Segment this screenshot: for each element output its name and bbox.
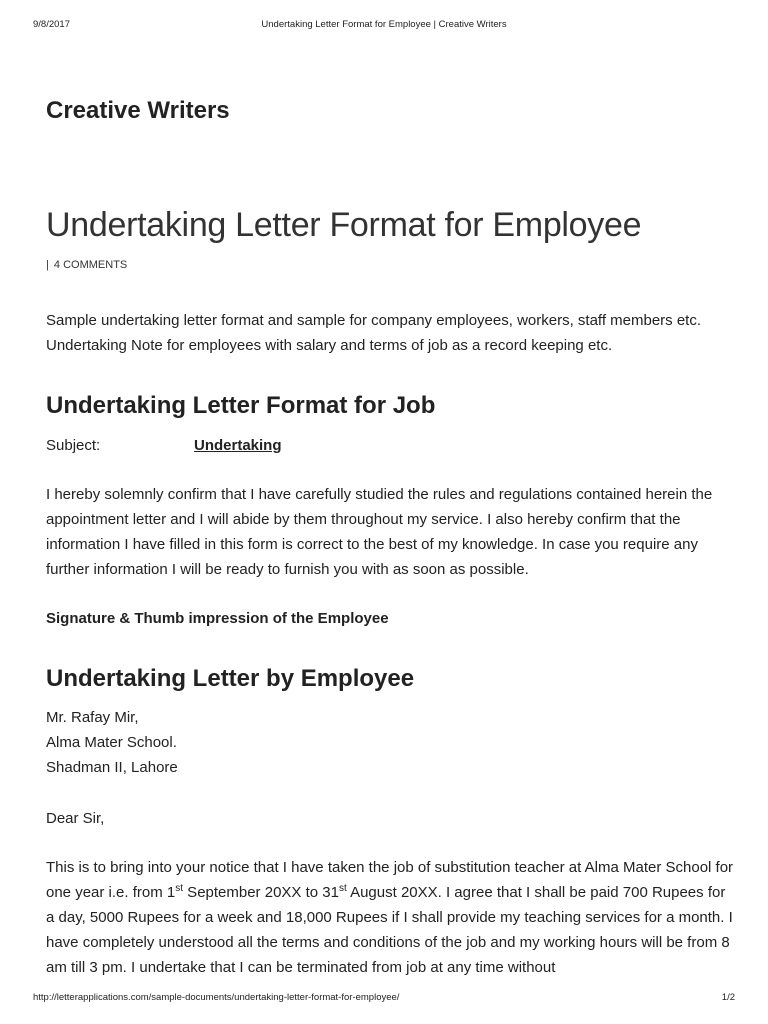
subject-row — [46, 433, 736, 458]
intro-paragraph: Sample undertaking letter format and sample for company employees, workers, staff members etc. Undertaking Note for employees with salary and terms of job as a record keeping etc. — [46, 312, 702, 354]
signature-line: Signature & Thumb impression of the Employee — [46, 610, 389, 627]
print-page-title: Undertaking Letter Format for Employee | Creative Writers — [261, 19, 507, 30]
address-line: Shadman II, Lahore — [46, 759, 178, 776]
body-text: This is to bring into your notice that I have taken the job of substitution teacher at Alma Mater School for one year i.e. from 1 — [46, 859, 734, 901]
post-title: Undertaking Letter Format for Employee — [46, 206, 642, 244]
ordinal-suffix: st — [175, 883, 184, 894]
page-number: 1/2 — [721, 992, 735, 1003]
section-heading-employee: Undertaking Letter by Employee — [46, 665, 415, 692]
salutation: Dear Sir, — [46, 810, 105, 827]
body-text: September 20XX to 31 — [183, 884, 339, 901]
print-url: http://letterapplications.com/sample-documents/undertaking-letter-format-for-employee/ — [33, 992, 400, 1003]
print-date: 9/8/2017 — [33, 19, 70, 30]
address-line: Mr. Rafay Mir, — [46, 709, 139, 726]
address-line: Alma Mater School. — [46, 734, 177, 751]
recipient-address — [46, 705, 736, 780]
body-text: August 20XX. I agree that I shall be paid 700 Rupees for a day, 5000 Rupees for a week and 18,000 Rupees if I shall provide my teaching services for a month. I have completely understood all the terms and conditions of the job and my working hours will be from 8 am till 3 pm. I undertake that I can be terminated from job at any time without — [46, 884, 733, 976]
section-heading-job: Undertaking Letter Format for Job — [46, 392, 436, 419]
site-title[interactable]: Creative Writers — [46, 97, 230, 124]
comments-link[interactable]: 4 COMMENTS — [53, 259, 128, 271]
meta-separator: | — [46, 259, 49, 271]
print-header — [0, 19, 768, 33]
subject-value: Undertaking — [194, 437, 282, 454]
print-footer — [0, 992, 768, 1006]
subject-label: Subject: — [46, 437, 101, 454]
post-meta — [46, 259, 127, 271]
undertaking-body: I hereby solemnly confirm that I have carefully studied the rules and regulations contained herein the appointment letter and I will abide by them throughout my service. I also hereby confirm that the information I have filled in this form is correct to the best of my knowledge. In case you require any further information I will be ready to furnish you with as soon as possible. — [46, 486, 713, 578]
ordinal-suffix: st — [338, 883, 347, 894]
employee-letter-body — [46, 855, 736, 980]
